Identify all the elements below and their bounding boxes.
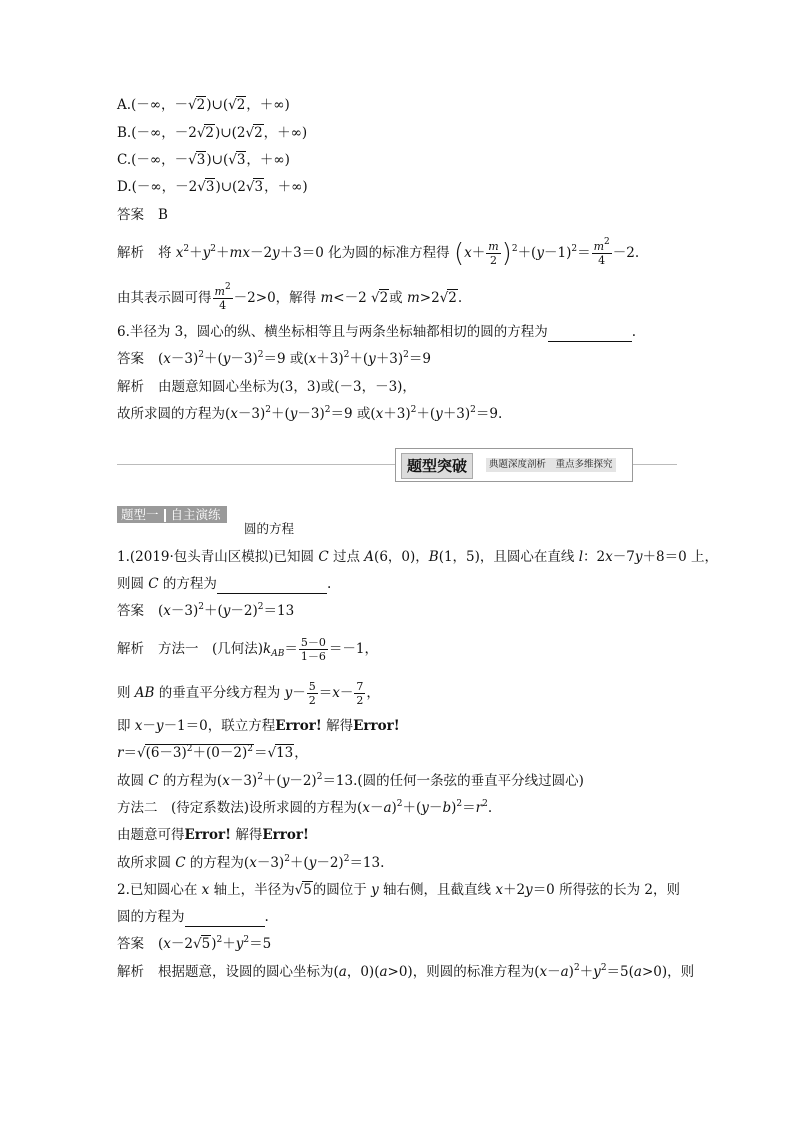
answer-blank xyxy=(217,579,327,594)
p1-answer: 答案 $(x-3)^2+(y-2)^2=13$ xyxy=(117,602,295,619)
p1-result2: 故所求圆 C 的方程为$(x-3)^2+(y-2)^2=13$. xyxy=(117,854,385,871)
q5-analysis: 解析 将 $x^2+y^2+mx-2y+3=0$ 化为圆的标准方程得 (x＋ $\frac{m}{2}$ )$^2+(y-1)^2=$ $\frac{m^2}{4}$ －2. xyxy=(117,237,640,269)
option-a: A.(－∞，－√2)∪(√2，＋∞) xyxy=(117,97,290,113)
banner-rule-left xyxy=(117,464,395,465)
q6-analysis: 解析 由题意知圆心坐标为(3，3)或(－3，－3)， xyxy=(117,379,416,395)
banner-box xyxy=(395,448,633,482)
banner-rule-right xyxy=(633,464,677,465)
answer-blank xyxy=(548,327,632,342)
p1-system: 即 x－y－1＝0，联立方程Error! 解得Error! xyxy=(117,718,400,734)
q5-answer: 答案 B xyxy=(117,207,168,223)
q6-analysis-line2: 故所求圆的方程为$(x-3)^2+(y-3)^2=9$ 或$(x+3)^2+(y+3)^2=9$. xyxy=(117,405,503,422)
section-banner xyxy=(117,447,677,483)
p1-stem-line2: 则圆 C 的方程为 . xyxy=(117,576,332,592)
option-c: C.(－∞，－√3)∪(√3，＋∞) xyxy=(117,152,290,168)
banner-title: 题型突破 xyxy=(401,453,473,479)
section-subtitle: 圆的方程 xyxy=(244,521,295,536)
answer-blank xyxy=(185,912,265,927)
banner-subtitle: 典题深度剖析 重点多维探究 xyxy=(486,458,616,472)
p1-result1: 故圆 C 的方程为$(x-3)^2+(y-2)^2=13$.(圆的任何一条弦的垂直平分线过圆心) xyxy=(117,772,584,789)
option-d: D.(－∞，－2√3)∪(2√3，＋∞) xyxy=(117,179,308,195)
p2-analysis: 解析 根据题意，设圆的圆心坐标为(a，0)(a>0)，则圆的标准方程为$(x-a)^2+y^2=5(a>0)$，则 xyxy=(117,963,695,980)
p2-answer: 答案 $(x-2√5)^2+y^2=5$ xyxy=(117,935,272,952)
option-b: B.(－∞，－2√2)∪(2√2，＋∞) xyxy=(117,125,308,141)
p1-perp-bisector: 则 AB 的垂直平分线方程为 y－ $\frac{5}{2}$ ＝x－ $\frac{7}{2}$ ， xyxy=(117,680,380,707)
q6-answer: 答案 $(x-3)^2+(y-3)^2=9$ 或$(x+3)^2+(y+3)^2=9$ xyxy=(117,350,431,367)
p1-radius: $r=√(6-3)^2+(0-2)^2=√13$， xyxy=(117,744,308,761)
p1-stem-line1: 1.(2019·包头青山区模拟)已知圆 C 过点 A(6，0)，B(1，5)，且圆心在直线 l：2x－7y＋8＝0 上， xyxy=(117,549,718,565)
p2-stem-line1: 2.已知圆心在 x 轴上，半径为√5的圆位于 y 轴右侧，且截直线 x＋2y＝0 所得弦的长为 2，则 xyxy=(117,882,680,898)
p1-system2: 由题意可得Error! 解得Error! xyxy=(117,827,309,843)
q5-analysis-line2: 由其表示圆可得 $\frac{m^2}{4}$ －2>0，解得 m<－2 √2或 m>2√2. xyxy=(117,282,463,312)
section-tag: 题型一 自主演练 xyxy=(117,506,227,523)
q6-stem: 6.半径为 3，圆心的纵、横坐标相等且与两条坐标轴都相切的圆的方程为 . xyxy=(117,324,637,340)
p2-stem-line2: 圆的方程为 . xyxy=(117,909,269,925)
p1-method2: 方法二 (待定系数法)设所求圆的方程为$(x-a)^2+(y-b)^2=r^2$. xyxy=(117,799,493,816)
p1-method1: 解析 方法一 (几何法)$k_{AB}=$ $\frac{5-0}{1-6}$ ＝－1， xyxy=(117,636,378,663)
